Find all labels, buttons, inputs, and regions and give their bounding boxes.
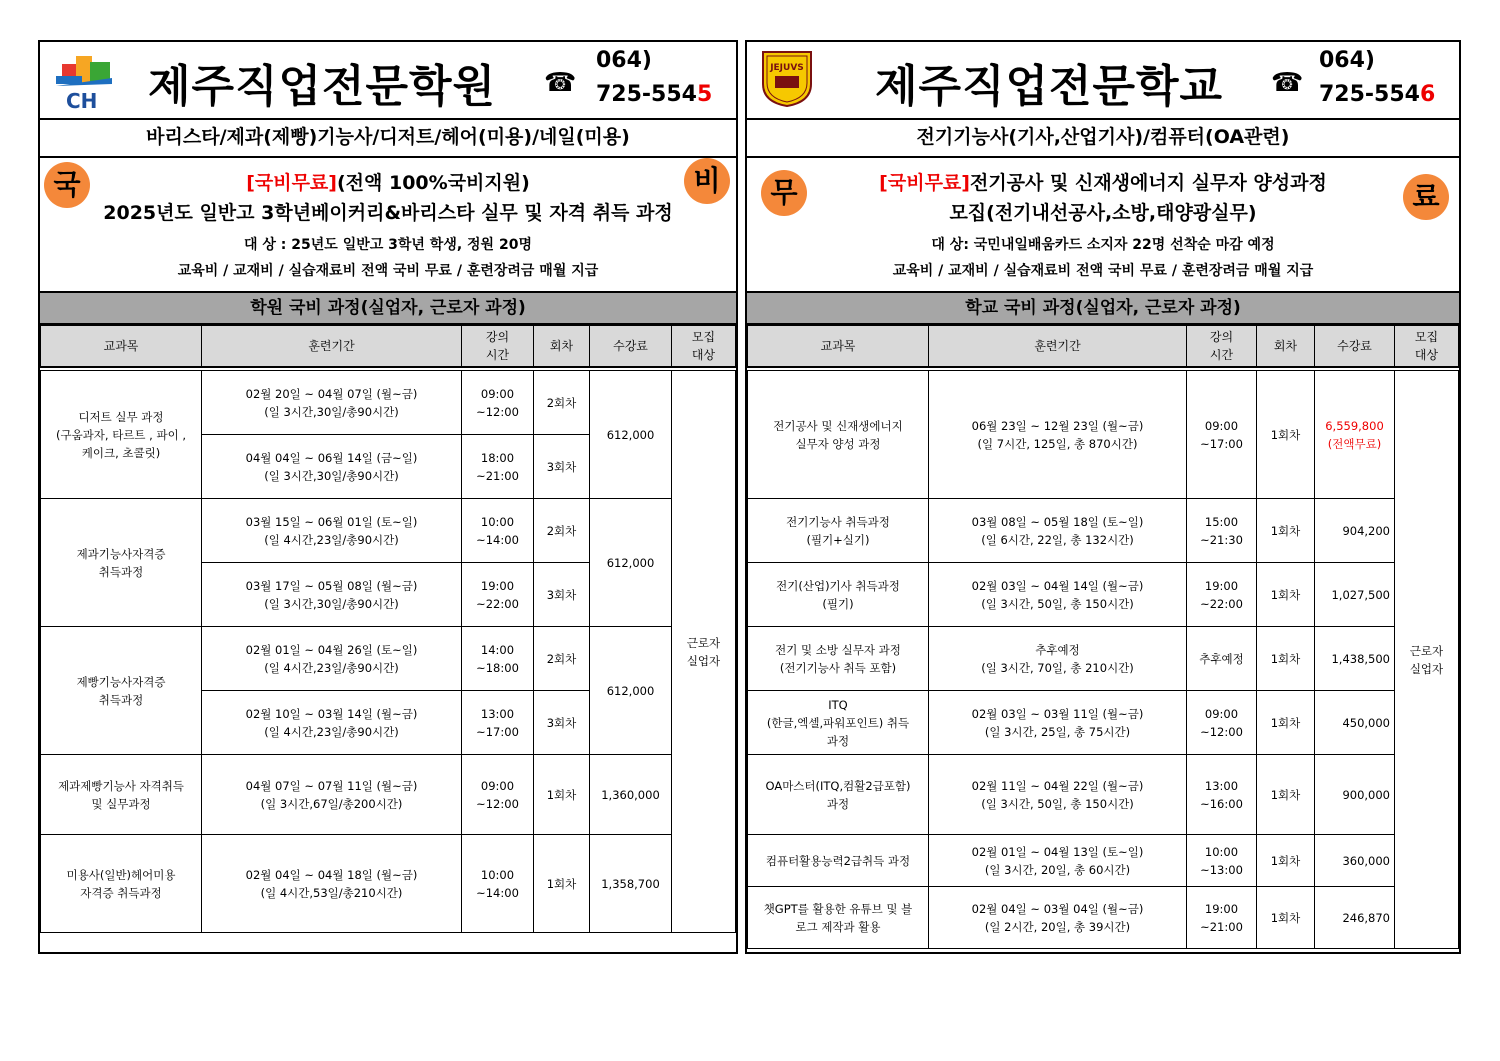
course-name: 전기(산업)기사 취득과정 (필기)	[748, 563, 929, 627]
course-time: 09:00 ~12:00	[1187, 691, 1257, 755]
table-row	[748, 755, 1459, 835]
course-time: 09:00 ~12:00	[462, 755, 534, 835]
school-title: 제주직업전문학교	[875, 61, 1224, 112]
course-name: 컴퓨터활용능력2급취득 과정	[748, 835, 929, 887]
course-period: 06월 23일 ~ 12월 23일 (월~금) (일 7시간, 125일, 총 870시간)	[929, 371, 1187, 499]
course-time: 15:00 ~21:30	[1187, 499, 1257, 563]
course-fee: 360,000	[1315, 835, 1395, 887]
course-period: 02월 04일 ~ 03월 04일 (월~금) (일 2시간, 20일, 총 39시간)	[929, 887, 1187, 949]
course-period: 02월 20일 ~ 04월 07일 (월~금) (일 3시간,30일/총90시간)	[202, 371, 462, 435]
course-name: 제빵기능사자격증 취득과정	[41, 627, 202, 755]
table-row	[748, 563, 1459, 627]
academy-title: 제주직업전문학원	[148, 61, 497, 112]
course-round: 1회차	[1257, 499, 1315, 563]
course-time: 19:00 ~21:00	[1187, 887, 1257, 949]
svg-text:CH: CH	[66, 89, 98, 112]
svg-text:JEJUVS: JEJUVS	[770, 63, 804, 73]
course-period: 04월 04일 ~ 06월 14일 (금~일) (일 3시간,30일/총90시간)	[202, 435, 462, 499]
col-round: 회차	[534, 326, 590, 368]
course-period: 02월 04일 ~ 04월 18일 (월~금) (일 4시간,53일/총210시간)	[202, 835, 462, 933]
phone-area-code: 064)	[596, 48, 652, 73]
course-period: 02월 01일 ~ 04월 13일 (토~일) (일 3시간, 20일, 총 60시간)	[929, 835, 1187, 887]
course-round: 1회차	[1257, 627, 1315, 691]
promo-headline: [국비무료]전기공사 및 신재생에너지 실무자 양성과정	[879, 172, 1327, 194]
course-round: 1회차	[534, 835, 590, 933]
course-time: 19:00 ~22:00	[462, 563, 534, 627]
course-round: 1회차	[1257, 691, 1315, 755]
course-round: 1회차	[1257, 755, 1315, 835]
course-fee: 904,200	[1315, 499, 1395, 563]
course-round: 1회차	[1257, 835, 1315, 887]
promo-benefits: 교육비 / 교재비 / 실습재료비 전액 국비 무료 / 훈련장려금 매월 지급	[892, 263, 1314, 279]
course-fee: 900,000	[1315, 755, 1395, 835]
course-round: 1회차	[534, 755, 590, 835]
course-round: 1회차	[1257, 887, 1315, 949]
phone-icon: ☎	[1271, 68, 1304, 98]
course-period: 추후예정 (일 3시간, 70일, 총 210시간)	[929, 627, 1187, 691]
course-period: 02월 01일 ~ 04월 26일 (토~일) (일 4시간,23일/총90시간)	[202, 627, 462, 691]
school-subjects: 전기기능사(기사,산업기사)/컴퓨터(OA관련)	[747, 118, 1459, 158]
course-name: 디저트 실무 과정 (구움과자, 타르트 , 파이 , 케이크, 초콜릿)	[41, 371, 202, 499]
school-course-table	[747, 325, 1459, 949]
table-row	[41, 627, 736, 691]
col-target: 모집 대상	[1395, 326, 1459, 368]
course-period: 02월 11일 ~ 04월 22일 (월~금) (일 3시간, 50일, 총 150시간)	[929, 755, 1187, 835]
col-period: 훈련기간	[929, 326, 1187, 368]
promo-target: 대 상 : 25년도 일반고 3학년 학생, 정원 20명	[244, 237, 532, 253]
course-name: 미용사(일반)헤어미용 자격증 취득과정	[41, 835, 202, 933]
course-name: OA마스터(ITQ,컴활2급포함) 과정	[748, 755, 929, 835]
promo-benefits: 교육비 / 교재비 / 실습재료비 전액 국비 무료 / 훈련장려금 매월 지급	[177, 263, 599, 279]
course-time: 18:00 ~21:00	[462, 435, 534, 499]
course-fee: 1,027,500	[1315, 563, 1395, 627]
course-name: ITQ (한글,엑셀,파워포인트) 취득 과정	[748, 691, 929, 755]
course-fee: 1,358,700	[590, 835, 672, 933]
col-subject: 교과목	[41, 326, 202, 368]
academy-course-table	[40, 325, 736, 933]
course-round: 2회차	[534, 627, 590, 691]
course-name: 전기공사 및 신재생에너지 실무자 양성 과정	[748, 371, 929, 499]
course-period: 04월 07일 ~ 07월 11일 (월~금) (일 3시간,67일/총200시간)	[202, 755, 462, 835]
course-name: 전기 및 소방 실무자 과정 (전기기능사 취득 포함)	[748, 627, 929, 691]
col-round: 회차	[1257, 326, 1315, 368]
course-fee: 450,000	[1315, 691, 1395, 755]
course-fee: 1,360,000	[590, 755, 672, 835]
col-fee: 수강료	[1315, 326, 1395, 368]
course-fee: 1,438,500	[1315, 627, 1395, 691]
school-promo	[747, 158, 1459, 293]
table-row	[41, 499, 736, 563]
course-time: 09:00 ~17:00	[1187, 371, 1257, 499]
course-time: 19:00 ~22:00	[1187, 563, 1257, 627]
course-period: 03월 17일 ~ 05월 08일 (월~금) (일 3시간,30일/총90시간)	[202, 563, 462, 627]
col-target: 모집 대상	[672, 326, 736, 368]
table-row	[748, 887, 1459, 949]
table-row	[748, 835, 1459, 887]
promo-headline: [국비무료](전액 100%국비지원)	[246, 172, 530, 194]
academy-section-title: 학원 국비 과정(실업자, 근로자 과정)	[40, 293, 736, 325]
col-period: 훈련기간	[202, 326, 462, 368]
badge-ryo: 료	[1403, 174, 1449, 220]
table-row	[41, 835, 736, 933]
table-row	[41, 371, 736, 435]
course-period: 02월 03일 ~ 04월 14일 (월~금) (일 3시간, 50일, 총 150시간)	[929, 563, 1187, 627]
course-round: 2회차	[534, 499, 590, 563]
table-row	[41, 755, 736, 835]
col-time: 강의 시간	[1187, 326, 1257, 368]
course-fee: 612,000	[590, 627, 672, 755]
course-time: 10:00 ~13:00	[1187, 835, 1257, 887]
academy-phone	[596, 44, 712, 112]
course-name: 제과기능사자격증 취득과정	[41, 499, 202, 627]
col-subject: 교과목	[748, 326, 929, 368]
course-round: 3회차	[534, 435, 590, 499]
academy-logo	[52, 50, 124, 112]
course-name: 챗GPT를 활용한 유튜브 및 블 로그 제작과 활용	[748, 887, 929, 949]
course-round: 3회차	[534, 563, 590, 627]
phone-number: 725-5546	[1319, 82, 1436, 107]
course-name: 제과제빵기능사 자격취득 및 실무과정	[41, 755, 202, 835]
badge-mu: 무	[761, 170, 807, 216]
course-fee: 612,000	[590, 371, 672, 499]
badge-bi: 비	[684, 158, 730, 204]
table-row	[748, 499, 1459, 563]
promo-target: 대 상: 국민내일배움카드 소지자 22명 선착순 마감 예정	[931, 237, 1275, 253]
academy-promo	[40, 158, 736, 293]
promo-course: 모집(전기내선공사,소방,태양광실무)	[949, 202, 1257, 224]
course-round: 2회차	[534, 371, 590, 435]
course-target: 근로자 실업자	[1395, 371, 1459, 949]
course-period: 03월 15일 ~ 06월 01일 (토~일) (일 4시간,23일/총90시간)	[202, 499, 462, 563]
course-time: 14:00 ~18:00	[462, 627, 534, 691]
phone-number: 725-5545	[596, 82, 713, 107]
course-period: 02월 03일 ~ 03월 11일 (월~금) (일 3시간, 25일, 총 75시간)	[929, 691, 1187, 755]
course-round: 3회차	[534, 691, 590, 755]
course-fee: 612,000	[590, 499, 672, 627]
course-time: 09:00 ~12:00	[462, 371, 534, 435]
phone-icon: ☎	[544, 68, 577, 98]
academy-subjects: 바리스타/제과(제빵)기능사/디저트/헤어(미용)/네일(미용)	[40, 118, 736, 158]
course-name: 전기기능사 취득과정 (필기+실기)	[748, 499, 929, 563]
phone-area-code: 064)	[1319, 48, 1375, 73]
col-time: 강의 시간	[462, 326, 534, 368]
academy-panel	[38, 40, 738, 954]
badge-guk: 국	[44, 162, 90, 208]
school-section-title: 학교 국비 과정(실업자, 근로자 과정)	[747, 293, 1459, 325]
course-fee: 6,559,800 (전액무료)	[1315, 371, 1395, 499]
course-target: 근로자 실업자	[672, 371, 736, 933]
school-phone	[1319, 44, 1435, 112]
course-round: 1회차	[1257, 563, 1315, 627]
course-period: 03월 08일 ~ 05월 18일 (토~일) (일 6시간, 22일, 총 132시간)	[929, 499, 1187, 563]
promo-course: 2025년도 일반고 3학년베이커리&바리스타 실무 및 자격 취득 과정	[103, 202, 673, 224]
school-header	[747, 42, 1459, 120]
course-time: 13:00 ~16:00	[1187, 755, 1257, 835]
school-logo	[761, 50, 813, 108]
col-fee: 수강료	[590, 326, 672, 368]
course-time: 10:00 ~14:00	[462, 835, 534, 933]
school-panel	[745, 40, 1461, 954]
academy-header	[40, 42, 736, 120]
course-fee: 246,870	[1315, 887, 1395, 949]
course-round: 1회차	[1257, 371, 1315, 499]
course-time: 추후예정	[1187, 627, 1257, 691]
course-time: 10:00 ~14:00	[462, 499, 534, 563]
course-time: 13:00 ~17:00	[462, 691, 534, 755]
table-row	[748, 691, 1459, 755]
table-row	[748, 627, 1459, 691]
course-period: 02월 10일 ~ 03월 14일 (월~금) (일 4시간,23일/총90시간)	[202, 691, 462, 755]
table-row	[748, 371, 1459, 499]
